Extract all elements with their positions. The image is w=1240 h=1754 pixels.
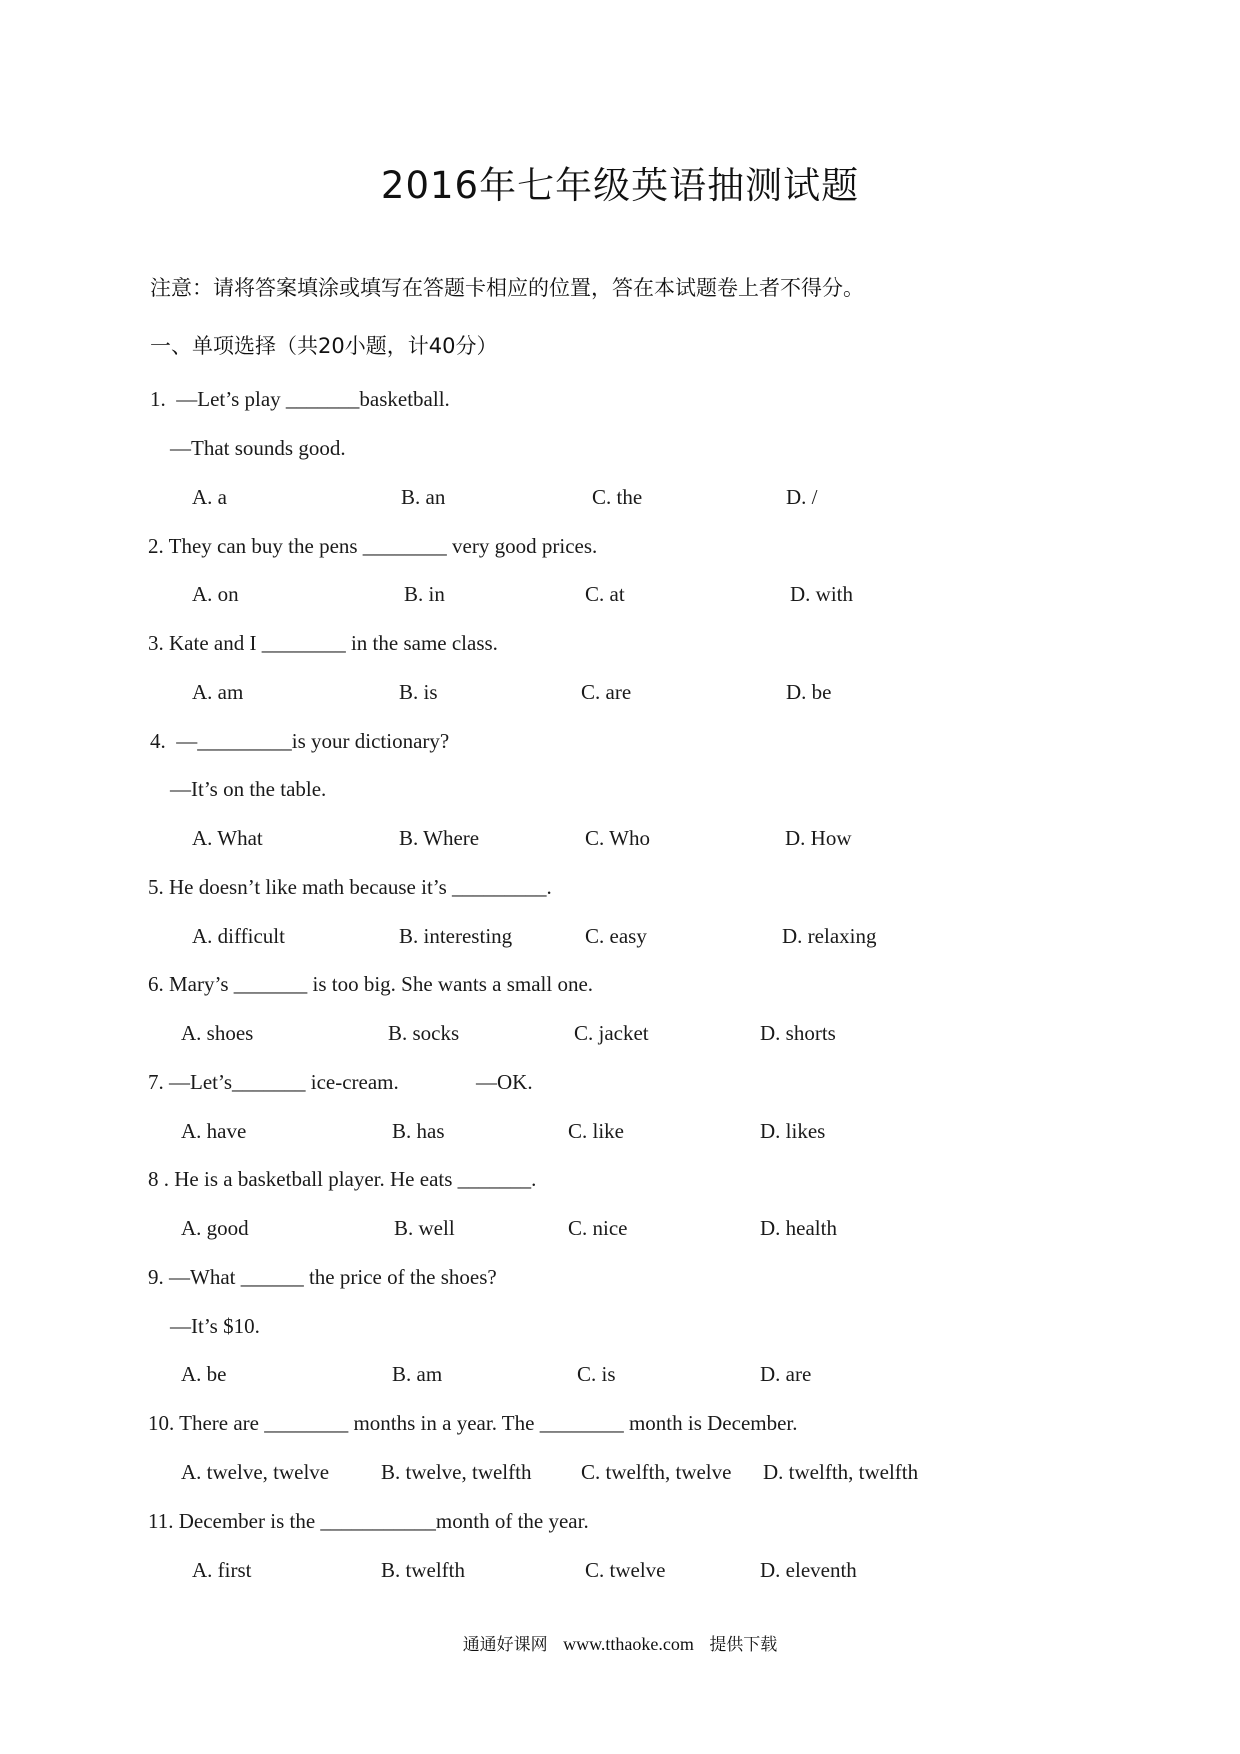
question-7-option-c: C. like [568,1119,624,1143]
question-5-option-a: A. difficult [192,924,285,948]
question-4-reply: —It’s on the table. [170,777,327,801]
question-8-option-a: A. good [181,1216,249,1240]
question-3-stem: 3. Kate and I ________ in the same class. [148,631,498,655]
question-1-option-a: A. a [192,485,227,509]
question-8-stem: 8 . He is a basketball player. He eats _______. [148,1167,537,1191]
question-7-stem: 7. —Let’s_______ ice-cream. [148,1070,399,1094]
question-9-option-a: A. be [181,1362,227,1386]
footer-site-name: 通通好课网 [462,1635,548,1655]
question-11-option-a: A. first [192,1558,252,1582]
question-1-option-c: C. the [592,485,643,509]
question-4-stem: 4. —_________is your dictionary? [150,729,450,753]
question-1-reply: —That sounds good. [170,436,346,460]
question-2-option-b: B. in [404,582,445,606]
question-5-stem: 5. He doesn’t like math because it’s _________. [148,875,552,899]
question-11-option-b: B. twelfth [381,1558,465,1582]
question-7-reply: —OK. [476,1070,533,1094]
question-11-option-d: D. eleventh [760,1558,857,1582]
question-2-option-c: C. at [585,582,625,606]
question-11-stem: 11. December is the ___________month of the year. [148,1509,589,1533]
question-5-option-c: C. easy [585,924,647,948]
question-10-option-b: B. twelve, twelfth [381,1460,532,1484]
question-5-option-d: D. relaxing [782,924,877,948]
question-3-option-b: B. is [399,680,438,704]
question-8-option-c: C. nice [568,1216,628,1240]
question-4-option-b: B. Where [399,826,480,850]
question-1-stem: 1. —Let’s play _______basketball. [150,387,450,411]
question-7-option-b: B. has [392,1119,445,1143]
question-6-stem: 6. Mary’s _______ is too big. She wants a small one. [148,972,594,996]
question-8-option-d: D. health [760,1216,837,1240]
question-4-option-d: D. How [785,826,852,850]
question-6-option-d: D. shorts [760,1021,836,1045]
question-7-option-a: A. have [181,1119,247,1143]
question-2-option-a: A. on [192,582,239,606]
question-4-option-a: A. What [192,826,263,850]
question-1-option-d: D. / [786,485,818,509]
question-9-reply: —It’s $10. [170,1314,260,1338]
question-3-option-a: A. am [192,680,244,704]
page-title: 2016年七年级英语抽测试题 [380,164,860,207]
question-8-option-b: B. well [394,1216,455,1240]
question-2-option-d: D. with [790,582,853,606]
question-10-option-c: C. twelfth, twelve [581,1460,732,1484]
question-10-option-a: A. twelve, twelve [181,1460,330,1484]
question-3-option-d: D. be [786,680,832,704]
question-9-stem: 9. —What ______ the price of the shoes? [148,1265,497,1289]
question-9-option-b: B. am [392,1362,443,1386]
exam-notice: 注意：请将答案填涂或填写在答题卡相应的位置，答在本试题卷上者不得分。 [150,276,864,300]
question-3-option-c: C. are [581,680,632,704]
question-9-option-d: D. are [760,1362,812,1386]
question-6-option-b: B. socks [388,1021,460,1045]
footer-url-link[interactable]: www.tthaoke.com [563,1634,694,1654]
question-11-option-c: C. twelve [585,1558,666,1582]
question-1-option-b: B. an [401,485,446,509]
question-9-option-c: C. is [577,1362,616,1386]
question-10-option-d: D. twelfth, twelfth [763,1460,919,1484]
question-2-stem: 2. They can buy the pens ________ very good prices. [148,534,598,558]
footer-download-text: 提供下载 [709,1635,778,1655]
question-7-option-d: D. likes [760,1119,826,1143]
section-heading: 一、单项选择（共20小题，计40分） [150,334,498,358]
question-6-option-a: A. shoes [181,1021,254,1045]
question-6-option-c: C. jacket [574,1021,649,1045]
question-4-option-c: C. Who [585,826,650,850]
page-footer [0,1630,1240,1655]
question-5-option-b: B. interesting [399,924,513,948]
question-10-stem: 10. There are ________ months in a year. The ________ month is December. [148,1411,798,1435]
